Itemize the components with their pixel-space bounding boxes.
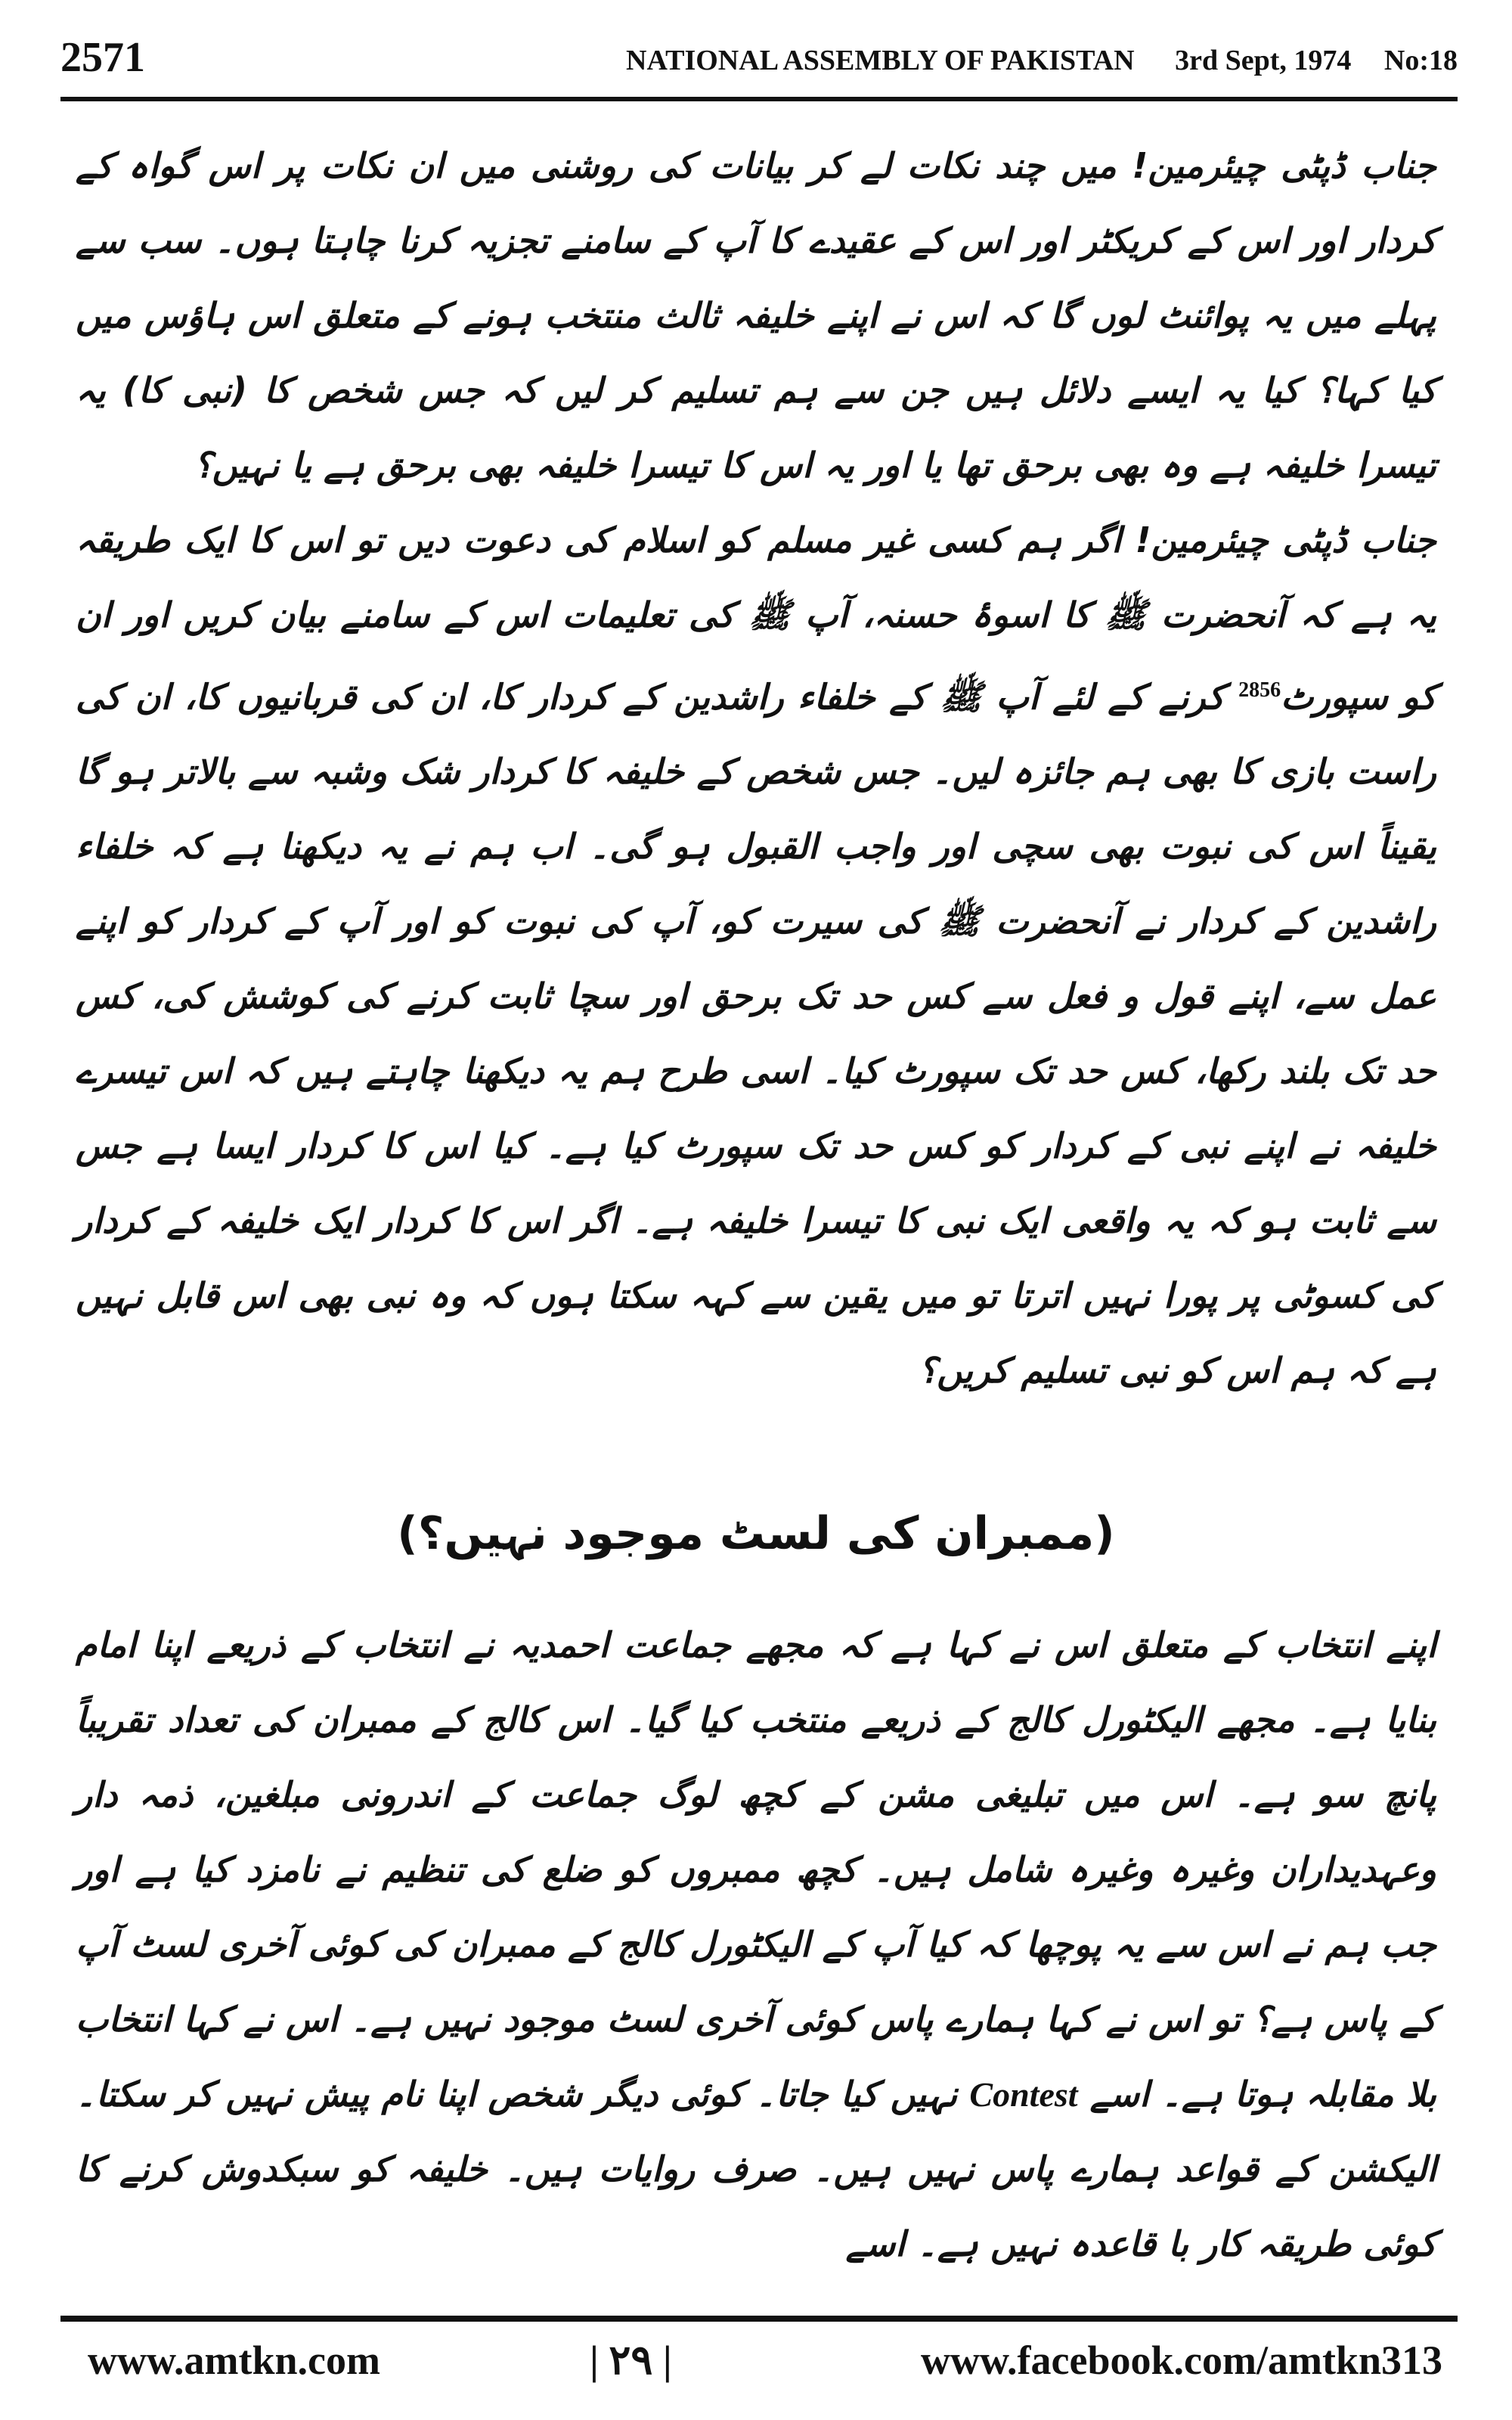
section-heading: (ممبران کی لسٹ موجود نہیں؟) <box>397 1507 1115 1560</box>
header-date: 3rd Sept, 1974 <box>1175 45 1352 76</box>
page-number: 2571 <box>60 34 145 81</box>
header-info <box>626 42 1458 79</box>
paragraph <box>76 503 1436 1408</box>
footer-website-link[interactable]: www.amtkn.com <box>88 2338 380 2383</box>
header-rule <box>60 97 1458 101</box>
paragraph-text: جناب ڈپٹی چیئرمین! اگر ہم کسی غیر مسلم کو اسلام کی دعوت دیں تو اس کا ایک طریقہ یہ ہے کہ آنحضرت ﷺ کا اسوۂ حسنہ، آپ ﷺ کی تعلیمات اس کے سامنے بیان کریں اور ان کو سپورٹ <box>76 520 1436 718</box>
page-footer <box>60 2334 1458 2387</box>
footer-facebook-link[interactable]: www.facebook.com/amtkn313 <box>921 2338 1442 2383</box>
section-text <box>76 1608 1436 2282</box>
paragraph-text: کرنے کے لئے آپ ﷺ کے خلفاء راشدین کے کردار کا، ان کی قربانیوں کا، ان کی راست بازی کا بھی ہم جائزہ لیں۔ جس شخص کے خلیفہ کا کردار شک وشبہ سے بالاتر ہو گا یقیناً اس کی نبوت بھی سچی اور واجب القبول ہو گی۔ اب ہم نے یہ دیکھنا ہے کہ خلفاء راشدین کے کردار نے آنحضرت ﷺ کی سیرت کو، آپ کی نبوت کو اور آپ کے کردار کو اپنے عمل سے، اپنے قول و فعل سے کس حد تک برحق اور سچا ثابت کرنے کی کوشش کی، کس حد تک بلند رکھا، کس حد تک سپورٹ کیا۔ اسی طرح ہم یہ دیکھنا چاہتے ہیں کہ اس تیسرے خلیفہ نے اپنے نبی کے کردار کو کس حد تک سپورٹ کیا ہے۔ کیا اس کا کردار ایسا ہے جس سے ثابت ہو کہ یہ واقعی ایک نبی کا تیسرا خلیفہ ہے۔ اگر اس کا کردار ایک خلیفہ کے کردار کی کسوٹی پر پورا نہیں اترتا تو میں یقین سے کہہ سکتا ہوں کہ وہ نبی بھی اس قابل نہیں ہے کہ ہم اس کو نبی تسلیم کریں؟ <box>76 676 1436 1392</box>
footnote-marker: 2856 <box>1238 678 1281 702</box>
header-title: NATIONAL ASSEMBLY OF PAKISTAN <box>626 45 1135 76</box>
page-header <box>60 33 1458 94</box>
latin-word: Contest <box>969 2075 1078 2114</box>
main-text <box>76 129 1436 1408</box>
footer-page-marker: | ۲۹ | <box>590 2338 672 2383</box>
footer-rule <box>60 2316 1458 2322</box>
paragraph-text: نہیں کیا جاتا۔ کوئی دیگر شخص اپنا نام پیش نہیں کر سکتا۔ الیکشن کے قواعد ہمارے پاس نہیں ہیں۔ صرف روایات ہیں۔ خلیفہ کو سبکدوش کرنے کا کوئی طریقہ کار با قاعدہ نہیں ہے۔ اسے <box>76 2074 1436 2264</box>
paragraph-text: اپنے انتخاب کے متعلق اس نے کہا ہے کہ مجھے جماعت احمدیہ نے انتخاب کے ذریعے اپنا امام بنایا ہے۔ مجھے الیکٹورل کالج کے ذریعے منتخب کیا گیا۔ اس کالج کے ممبران کی تعداد تقریباً پانچ سو ہے۔ اس میں تبلیغی مشن کے کچھ لوگ جماعت کے اندرونی مبلغین، ذمہ دار وعہدیداران وغیرہ وغیرہ شامل ہیں۔ کچھ ممبروں کو ضلع کی تنظیم نے نامزد کیا ہے اور جب ہم نے اس سے یہ پوچھا کہ کیا آپ کے الیکٹورل کالج کے ممبران کی کوئی آخری لسٹ آپ کے پاس ہے؟ تو اس نے کہا ہمارے پاس کوئی آخری لسٹ موجود نہیں ہے۔ اس نے کہا انتخاب بلا مقابلہ ہوتا ہے۔ اسے <box>76 1624 1437 2114</box>
header-issue-number: No:18 <box>1383 45 1458 76</box>
paragraph <box>76 1608 1436 2282</box>
paragraph: جناب ڈپٹی چیئرمین! میں چند نکات لے کر بیانات کی روشنی میں ان نکات پر اس گواہ کے کردار اور اس کے کریکٹر اور اس کے عقیدے کا آپ کے سامنے تجزیہ کرنا چاہتا ہوں۔ سب سے پہلے میں یہ پوائنٹ لوں گا کہ اس نے اپنے خلیفہ ثالث منتخب ہونے کے متعلق اس ہاؤس میں کیا کہا؟ کیا یہ ایسے دلائل ہیں جن سے ہم تسلیم کر لیں کہ جس شخص کا (نبی کا) یہ تیسرا خلیفہ ہے وہ بھی برحق تھا یا اور یہ اس کا تیسرا خلیفہ بھی برحق ہے یا نہیں؟ <box>76 145 1436 486</box>
